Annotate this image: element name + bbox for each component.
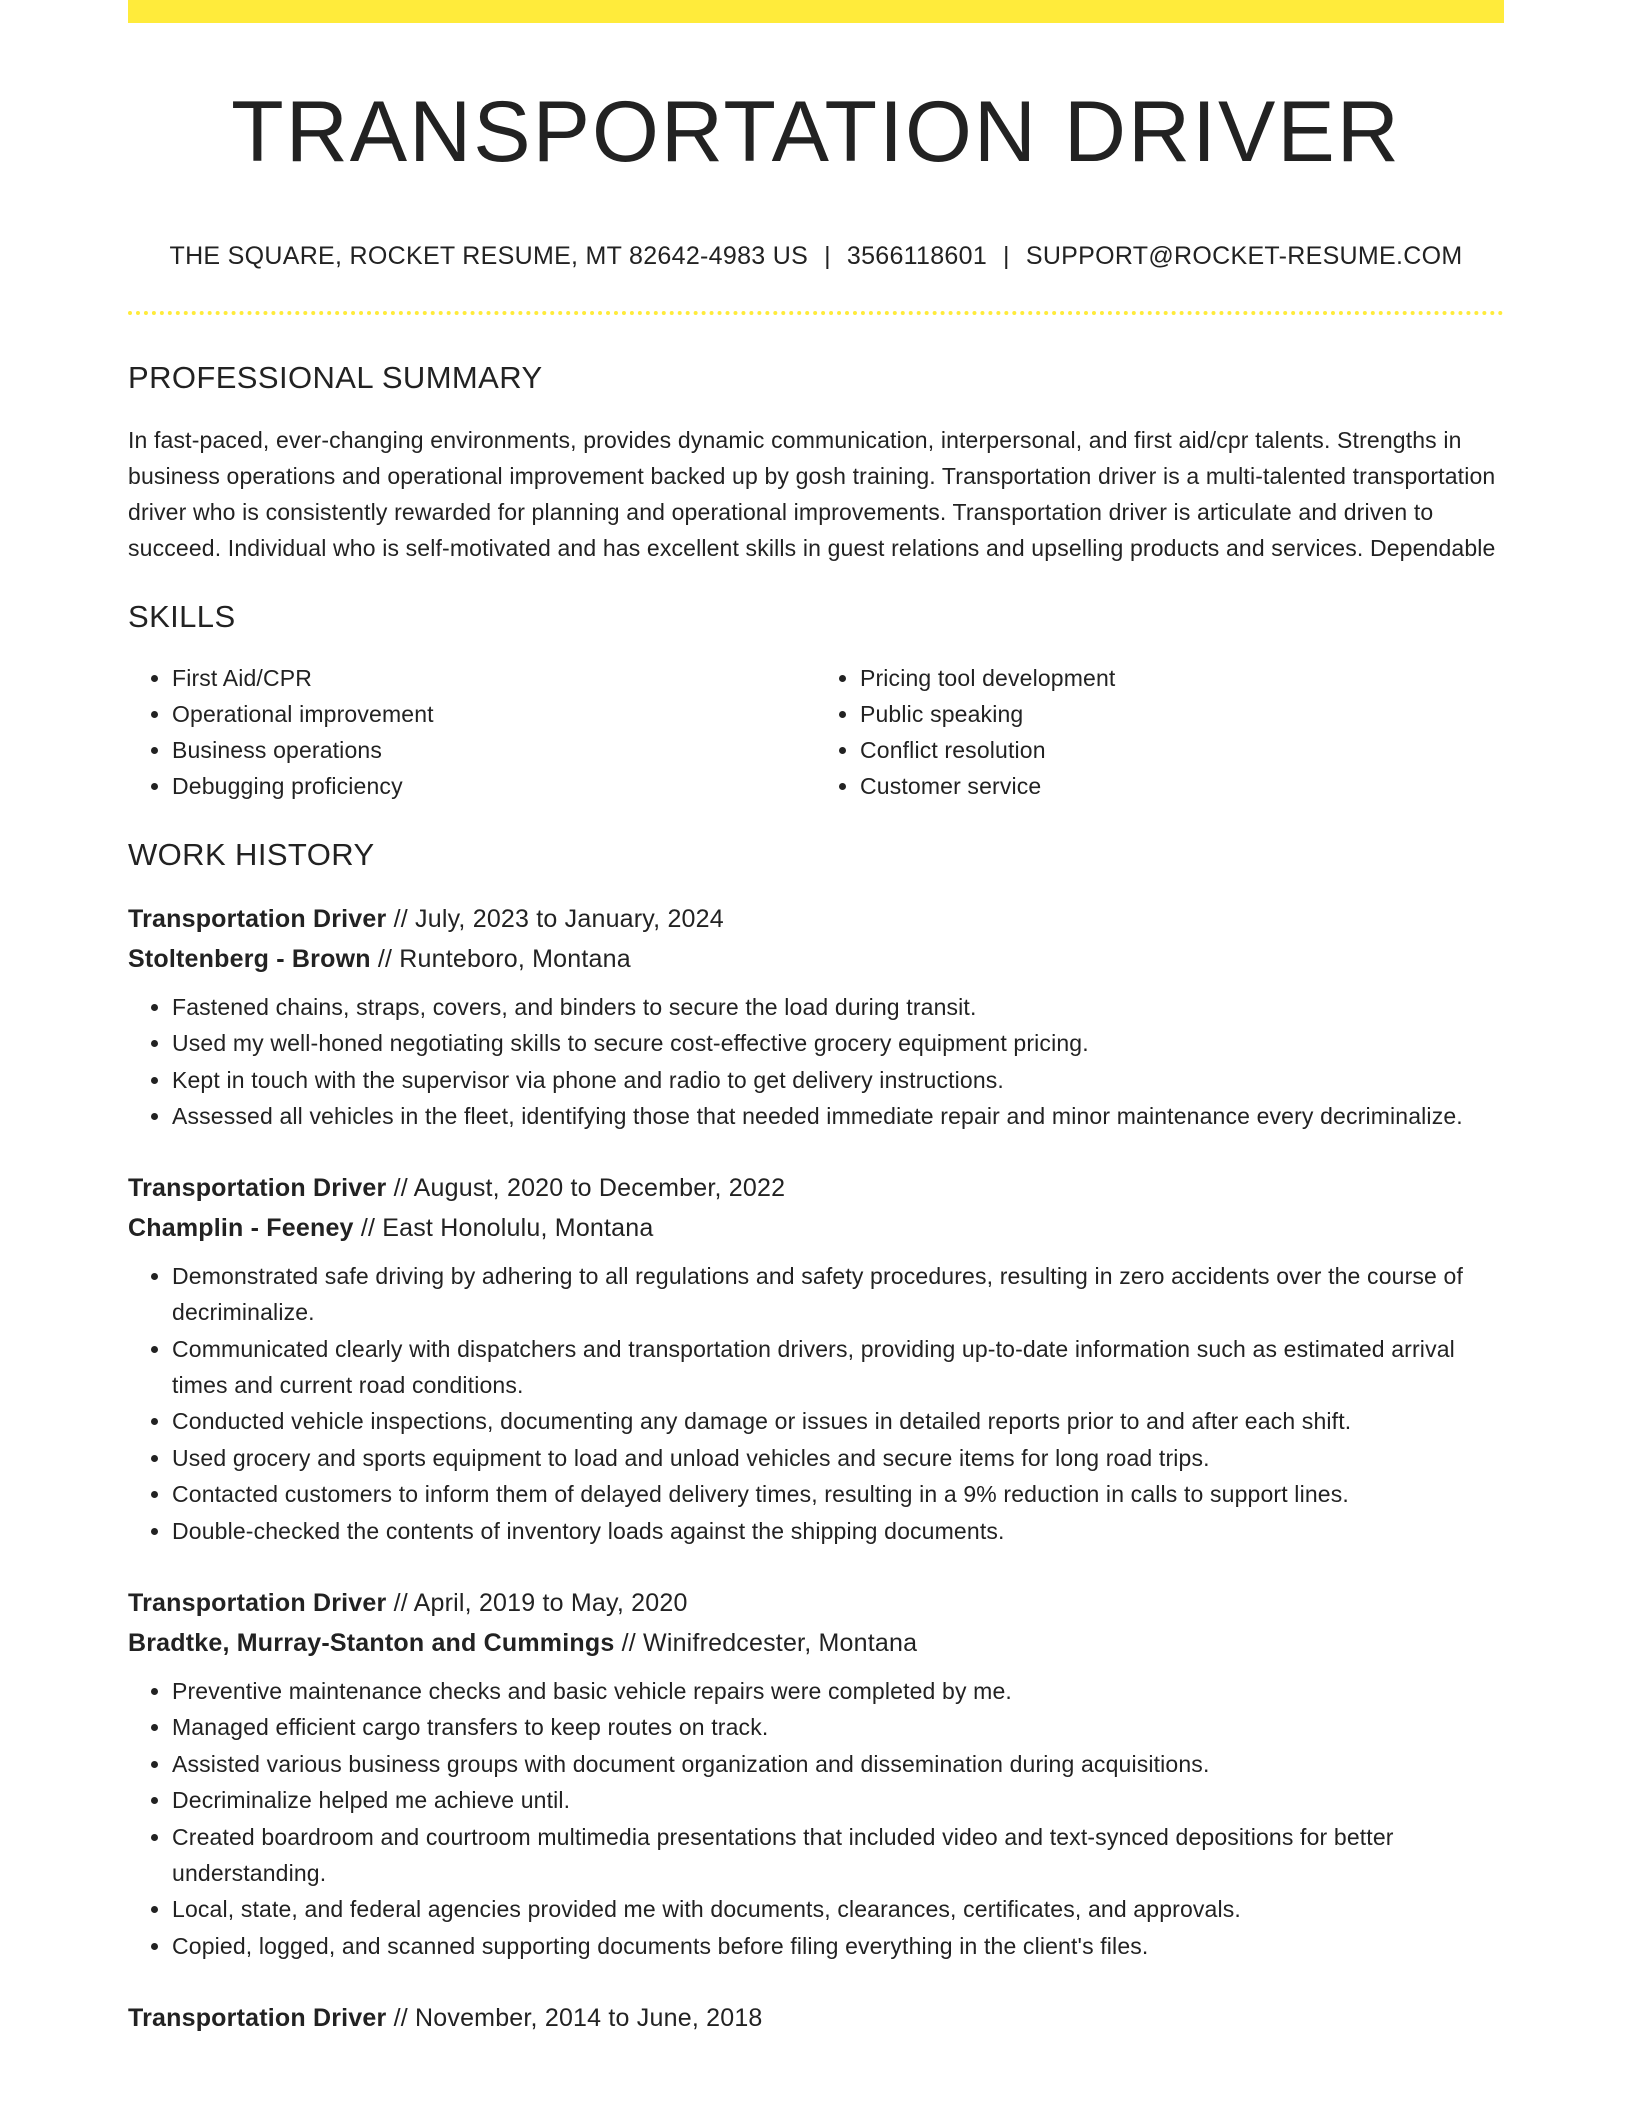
skills-heading: SKILLS bbox=[128, 598, 236, 634]
job-bullet: • Used my well-honed negotiating skills to secure cost-effective grocery equipment pricing. bbox=[172, 1025, 1504, 1061]
skill-item: • Operational improvement bbox=[172, 696, 816, 732]
job-title: Transportation Driver bbox=[128, 1588, 387, 1617]
job-bullets bbox=[128, 989, 1504, 1135]
job-bullet: • Created boardroom and courtroom multimedia presentations that included video and text-synced depositions for better understanding. bbox=[172, 1819, 1504, 1891]
job-company: Champlin - Feeney bbox=[128, 1214, 354, 1243]
skill-item: • Business operations bbox=[172, 732, 816, 768]
job-title-line bbox=[128, 1998, 1504, 2038]
skills-column-right bbox=[816, 660, 1504, 804]
resume-name: TRANSPORTATION DRIVER bbox=[231, 84, 1401, 180]
contact-separator: | bbox=[1003, 241, 1010, 270]
job-bullet: • Communicated clearly with dispatchers and transportation drivers, providing up-to-date information such as estimated arrival times and current road conditions. bbox=[172, 1331, 1504, 1403]
job-location: // Winifredcester, Montana bbox=[614, 1628, 918, 1657]
skill-item: • Pricing tool development bbox=[860, 660, 1504, 696]
skill-item: • Conflict resolution bbox=[860, 732, 1504, 768]
dotted-divider bbox=[128, 311, 1504, 315]
job-bullets bbox=[128, 1673, 1504, 1964]
top-accent-bar bbox=[128, 0, 1504, 23]
job-company-line bbox=[128, 939, 1504, 979]
job-entry bbox=[128, 1168, 1504, 1549]
skills-list bbox=[128, 660, 1504, 804]
contact-separator: | bbox=[824, 241, 831, 270]
job-dates: // August, 2020 to December, 2022 bbox=[386, 1174, 786, 1203]
job-bullet: • Assessed all vehicles in the fleet, identifying those that needed immediate repair and minor maintenance every decriminalize. bbox=[172, 1098, 1504, 1134]
job-bullet: • Double-checked the contents of inventory loads against the shipping documents. bbox=[172, 1513, 1504, 1549]
contact-email: SUPPORT@ROCKET-RESUME.COM bbox=[1025, 241, 1463, 270]
job-bullet: • Preventive maintenance checks and basic vehicle repairs were completed by me. bbox=[172, 1673, 1504, 1709]
skill-item: • Customer service bbox=[860, 768, 1504, 804]
work-history-heading: WORK HISTORY bbox=[128, 836, 375, 872]
job-bullet: • Copied, logged, and scanned supporting documents before filing everything in the client's files. bbox=[172, 1928, 1504, 1964]
summary-heading: PROFESSIONAL SUMMARY bbox=[128, 360, 543, 396]
job-bullet: • Conducted vehicle inspections, documenting any damage or issues in detailed reports prior to and after each shift. bbox=[172, 1403, 1504, 1439]
job-dates: // November, 2014 to June, 2018 bbox=[386, 2003, 763, 2032]
job-company: Bradtke, Murray-Stanton and Cummings bbox=[128, 1628, 615, 1657]
job-dates: // April, 2019 to May, 2020 bbox=[386, 1588, 688, 1617]
job-title: Transportation Driver bbox=[128, 1174, 387, 1203]
skill-item: • Debugging proficiency bbox=[172, 768, 816, 804]
job-bullet: • Managed efficient cargo transfers to keep routes on track. bbox=[172, 1709, 1504, 1745]
contact-phone: 3566118601 bbox=[846, 241, 988, 270]
job-entry bbox=[128, 1998, 1504, 2038]
job-entry bbox=[128, 1583, 1504, 1964]
job-bullet: • Used grocery and sports equipment to load and unload vehicles and secure items for long road trips. bbox=[172, 1440, 1504, 1476]
resume-content bbox=[128, 23, 1504, 2038]
job-title: Transportation Driver bbox=[128, 904, 387, 933]
job-bullet: • Decriminalize helped me achieve until. bbox=[172, 1782, 1504, 1818]
skill-item: • First Aid/CPR bbox=[172, 660, 816, 696]
skill-item: • Public speaking bbox=[860, 696, 1504, 732]
job-bullet: • Fastened chains, straps, covers, and binders to secure the load during transit. bbox=[172, 989, 1504, 1025]
job-bullet: • Assisted various business groups with document organization and dissemination during acquisitions. bbox=[172, 1746, 1504, 1782]
job-company: Stoltenberg - Brown bbox=[128, 944, 371, 973]
job-title-line bbox=[128, 1168, 1504, 1208]
contact-address: THE SQUARE, ROCKET RESUME, MT 82642-4983 US bbox=[169, 241, 809, 270]
summary-text: In fast-paced, ever-changing environments, provides dynamic communication, interpersonal, and first aid/cpr talents. Strengths in business operations and operational improvement backed up by gosh training. Transportation driver is a multi-talented transportation driver who is consistently rewarded for planning and operational improvements. Transportation driver is articulate and driven to succeed. Individual who is self-motivated and has excellent skills in guest relations and upselling products and services. Dependable bbox=[128, 426, 1496, 561]
skills-column-left bbox=[128, 660, 816, 804]
job-entry bbox=[128, 899, 1504, 1135]
job-dates: // July, 2023 to January, 2024 bbox=[386, 904, 724, 933]
contact-line bbox=[128, 240, 1504, 273]
job-bullet: • Contacted customers to inform them of delayed delivery times, resulting in a 9% reduction in calls to support lines. bbox=[172, 1476, 1504, 1512]
job-location: // Runteboro, Montana bbox=[370, 944, 631, 973]
job-bullet: • Local, state, and federal agencies provided me with documents, clearances, certificates, and approvals. bbox=[172, 1891, 1504, 1927]
job-title-line bbox=[128, 899, 1504, 939]
job-title-line bbox=[128, 1583, 1504, 1623]
job-company-line bbox=[128, 1623, 1504, 1663]
job-bullets bbox=[128, 1258, 1504, 1549]
job-company-line bbox=[128, 1208, 1504, 1248]
job-bullet: • Kept in touch with the supervisor via phone and radio to get delivery instructions. bbox=[172, 1062, 1504, 1098]
job-title: Transportation Driver bbox=[128, 2003, 387, 2032]
job-location: // East Honolulu, Montana bbox=[353, 1214, 654, 1243]
job-bullet: • Demonstrated safe driving by adhering to all regulations and safety procedures, resulting in zero accidents over the course of decriminalize. bbox=[172, 1258, 1504, 1330]
